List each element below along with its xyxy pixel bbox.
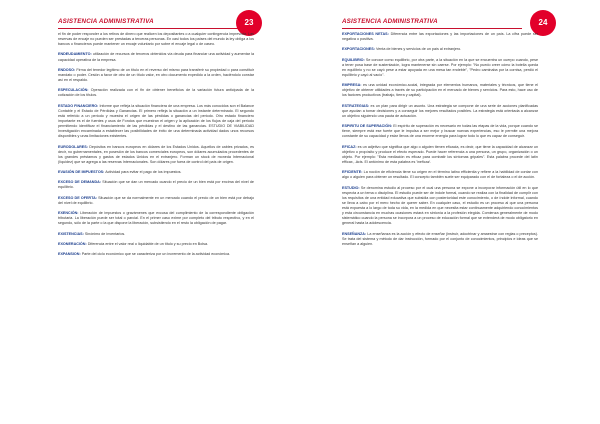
glossary-definition: Informe que refleja la situación financiera de una empresa. Los más conocidos son el Balance Contable y el Estado de Pérdidas y Ganancias. El primero refleja la situación a un instante determinado. El segundo está referido a un periodo y muestra el origen de las pérdidas o ganancias del periodo. Otro estado financiero importante es el de fuentes y usos de Fondos que muestran el origen y la aplicación de los flujos de caja del periodo permitiendo identificar el financiamiento de las pérdidas y el destino de las ganancias. ESTUDIO DE VIABILIDAD Investigación encaminada a establecer las posibilidades de éxito de una determinada actividad dados unos recursos disponibles y unas limitaciones existentes. — [58, 103, 254, 139]
glossary-definition: Liberación de impuestos o gravámenes que excusa del cumplimiento de la correspondiente obligación tributaria. La liberación puede ser total o parcial. En el primer caso exime por completo del tributo respectivo, y en el segundo, sólo de la parte o la que dispone la liberación, subsistiendo en el resto la obligación de pagar. — [58, 211, 254, 226]
glossary-definition: Diferencia entre las exportaciones y las importaciones de un país. La cifra puede ser negativa o positiva. — [342, 32, 538, 42]
glossary-definition: Sinónimo de inventarios. — [84, 231, 126, 236]
glossary-term: ESPECULACIÓN: — [58, 88, 89, 93]
glossary-definition: Diferencia entre el valor real o liquidable de un título y su precio en Bolsa. — [87, 241, 209, 246]
glossary-term: ESPIRITU DE SUPERACIÓN: — [342, 124, 393, 129]
glossary-entry — [58, 211, 254, 226]
glossary-entry — [58, 170, 254, 175]
glossary-term: EXISTENCIAS: — [58, 231, 84, 236]
glossary-entry — [58, 232, 254, 237]
glossary-entry — [342, 32, 538, 42]
right-page — [300, 0, 600, 424]
glossary-column — [58, 32, 254, 262]
glossary-term: ESTADO FINANCIERO: — [58, 103, 99, 108]
glossary-definition: La noción de eficiencia tiene su origen en el término latino efficientia y refiere a la habilidad de contar con algo o alguien para obtener un resultado. El concepto también suele ser equiparado con el de fortaleza o el de acción. — [342, 170, 538, 180]
glossary-definition: Venta de bienes y servicios de un país al extranjero. — [375, 47, 462, 52]
glossary-entry — [58, 242, 254, 247]
header-rule — [342, 28, 522, 29]
glossary-definition: Se denomina estudio al proceso por el cual una persona se expone a incorporar información útil en lo que respecta a un tema o disciplina. El estudio puede ser de índole formal, cuando se realiza con la finalidad de cumplir con los requisitos de una entidad educativa que subsidia con posterioridad este conocimiento, o de índole informal, cuando se lleva a cabo por el mero hecho de querer saber. En cualquier caso, el estudio es un proceso al que una persona está expuesta a lo largo de toda su vida, en la medida en que necesita estar continuamente adquiriendo conocimientos y esta circunstancia en muchas ocasiones estará en sintonía a la profesión elegida. Comienza generalmente de modo sistemático cuando la persona se incorpora a un proceso de educación formal que se extenderá de modo obligatorio en general hasta la adolescencia. — [342, 185, 539, 226]
glossary-definition: es un adjetivo que significa que algo o alguien tienen eficacia, es decir, que tiene la capacidad de alcanzar un objetivo o propósito y produce el efecto esperado. Puede hacer referencia a una persona, un grupo, organización o un objeto. Por ejemplo: "Esta mediación es eficaz para combatir los síntomas gripales". Esta palabra procede del latín efficax, -ācis. El antónimo de esta palabra es 'ineficaz'. — [342, 144, 539, 164]
glossary-definition: el fin de poder responder a los retiros de dinero que realicen los depositantes o a cualquier contingencia imprevista. Las reservas de encaje no pueden ser prestadas a terceras personas. En casi todos los países del mundo la ley obliga a los bancos o financieros puede mantener un encaje voluntario por sobre el encaje legal o de caseo. — [58, 32, 254, 47]
glossary-term: EXPANSION: — [58, 252, 81, 257]
glossary-term: EXPORTACIONES NETAS: — [342, 32, 389, 36]
glossary-entry — [342, 104, 538, 119]
page-header — [58, 16, 262, 28]
glossary-term: EXONERACIÓN: — [58, 241, 87, 246]
glossary-definition: Parte del ciclo económico que se caracteriza por un incremento de la actividad económica. — [81, 252, 231, 257]
glossary-term: EFICAZ: — [342, 144, 357, 149]
glossary-term: EMPRESA: — [342, 83, 362, 88]
glossary-entry — [58, 145, 254, 165]
glossary-term: EXENCIÓN: — [58, 211, 79, 216]
glossary-definition: es una unidad económico-social, integrada por elementos humanos, materiales y técnicos, que tiene el objetivo de obtener utilidades a través de su participación en el mercado de bienes y servicios. Para esto, hace uso de los factores productivos (trabajo, tierra y capital). — [342, 83, 538, 98]
glossary-column — [342, 32, 538, 252]
glossary-definition: Actividad para evitar el pago de los impuestos. — [105, 170, 182, 175]
glossary-entry — [342, 47, 538, 52]
glossary-definition: es un plan para dirigir un asunto. Una estrategia se compone de una serie de acciones planificadas que ayudan a tomar decisiones y a conseguir los mejores resultados posibles. La estrategia está orientada a alcanzar un objetivo siguiendo una pauta de actuación. — [342, 103, 538, 118]
glossary-term: EXCESO DE OFERTA: — [58, 195, 97, 200]
glossary-entry — [342, 170, 538, 180]
glossary-definition: El espíritu de superación es necesario en todas las etapas de la vida, porque cuando se tiene, siempre está ese fuerte que le impulsa a ser mejor y buscar nuevas experiencias, eso le permite una mejora constante de su capacidad y estar llenos de una enorme energía para lograr todo lo que es capaz de conseguir. — [342, 124, 539, 139]
page-header — [342, 16, 546, 28]
glossary-entry — [342, 83, 538, 98]
glossary-term: ESTRATEGIAS: — [342, 103, 370, 108]
glossary-entry — [58, 68, 254, 83]
glossary-entry — [342, 58, 538, 78]
glossary-entry — [58, 88, 254, 98]
glossary-definition: Situación que se dan un mercado cuando el precio de un bien está por encima del nivel de equilibrio. — [58, 180, 254, 190]
glossary-definition: Se conoce como equilibrio, por otra parte, a la situación en la que se encuentra un cuerpo cuando, pese a tener posa base de sustentación, logra mantenerse sin caerse. Por ejemplo: "No puedo creer cómo la botella queda en equilibrio y no se cayó pese a estar apoyada en una mesa tan endeble", "Pedro caminaba por la cornisa, perdió el equilibrio y cayó al vacío". — [342, 57, 538, 77]
glossary-term: EFICIENTE: — [342, 170, 363, 175]
glossary-entry — [58, 180, 254, 190]
glossary-definition: utilización de recursos de terceros obtenidos vía deuda para financiar una actividad y aumentar la capacidad operativa de la empresa. — [58, 52, 255, 62]
glossary-term: EVASIÓN DE IMPUESTOS: — [58, 170, 105, 175]
glossary-term: EURODOLARES: — [58, 144, 88, 149]
glossary-term: EQUILIBRIO: — [342, 57, 365, 62]
glossary-entry — [342, 186, 538, 227]
glossary-entry — [342, 232, 538, 247]
glossary-entry — [342, 124, 538, 139]
glossary-entry — [58, 52, 254, 62]
page-number-badge: 24 — [530, 10, 556, 36]
header-title: ASISTENCIA ADMINISTRATIVA — [58, 18, 154, 25]
glossary-definition: Depósitos en bancos europeos en dólares de los Estados Unidos. Aquellos de cables privados, es decir, no gubernamentales, en posesión de los bancos comerciales europeos, son dólares acumulados procedentes de los grandes préstamos y gastos de estados Unidos en el extranjero. Forman un stock de moneda Internacional (líquidez) que se agrega a las reservas Internacionales. Son dólares por fuera de control del país de origen. — [58, 144, 254, 164]
glossary-entry — [58, 196, 254, 206]
glossary-definition: La enseñanza es la acción y efecto de enseñar (instruir, adoctrinar y amaestrar con reglas o preceptos). Se trata del sistema y método de dar instrucción, formado por el conjunto de conocimientos, principios e ideas que se enseñan a alguien. — [342, 231, 538, 246]
glossary-definition: Situación que se da normalmente en un mercado cuando el precio de un bien está por debajo del nivel de equilibrio. — [58, 195, 254, 205]
header-rule — [58, 28, 238, 29]
glossary-entry — [58, 104, 254, 140]
glossary-definition: Operación realizada con el fin de obtener beneficios de la variación futura anticipada de la cotización de los títulos. — [58, 88, 255, 98]
glossary-term: ENSEÑANZA: — [342, 231, 367, 236]
glossary-term: ENDOSO: — [58, 67, 76, 72]
glossary-term: ESTUDIO: — [342, 185, 360, 190]
glossary-term: ENDEUDAMIENTO: — [58, 52, 92, 57]
glossary-term: EXPORTACIONES: — [342, 47, 375, 52]
page-number-badge: 23 — [236, 10, 262, 36]
glossary-term: EXCESO DE DEMANDA: — [58, 180, 102, 185]
header-title: ASISTENCIA ADMINISTRATIVA — [342, 18, 438, 25]
glossary-entry — [58, 32, 254, 47]
glossary-entry — [58, 252, 254, 257]
glossary-definition: Firma del tenedor legítimo de un título en el reverso del mismo para transferir su propiedad o para constituir mandato o poder. Cesión a favor de otro de un título valor, en otro documento expedido a la orden, haciéndolo constar así en el respaldo. — [58, 67, 254, 83]
glossary-entry — [342, 145, 538, 165]
